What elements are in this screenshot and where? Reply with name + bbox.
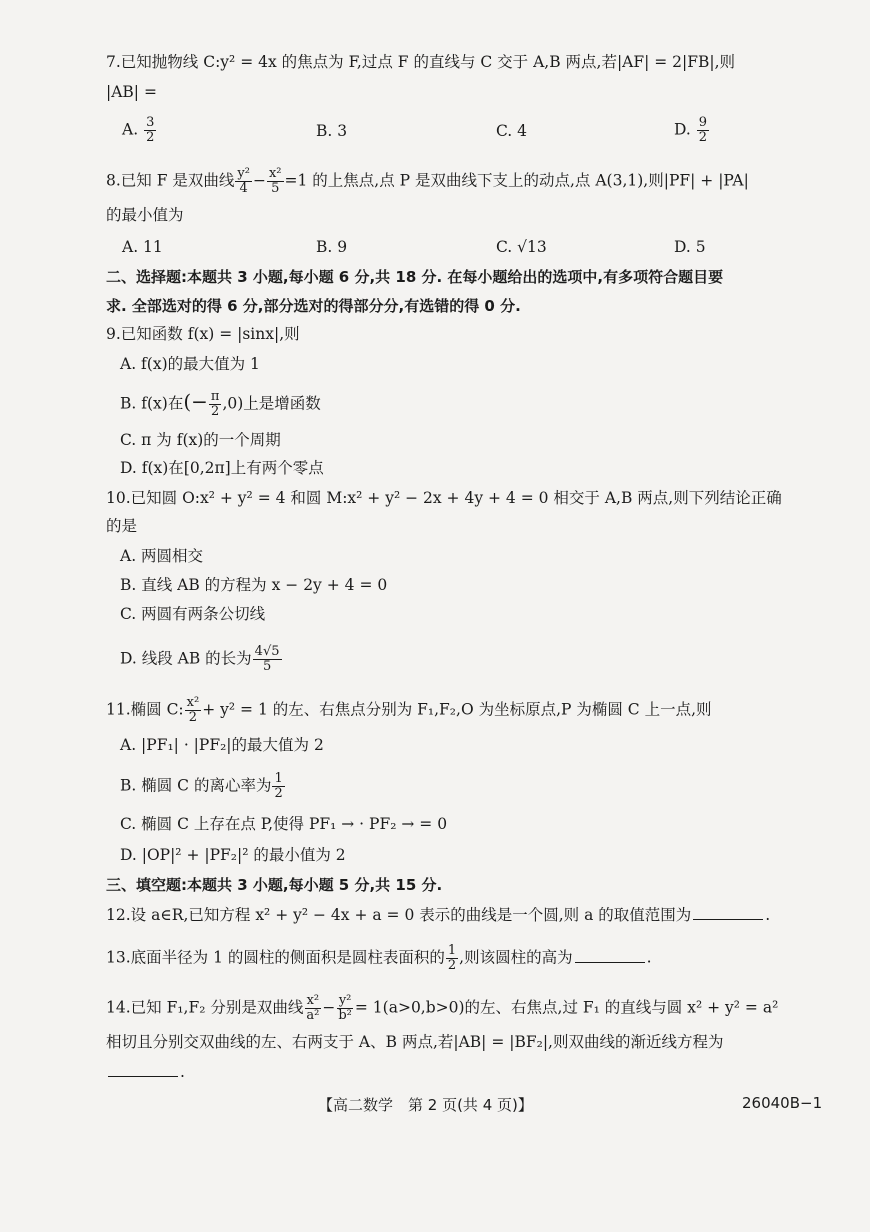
- q10-d-fraction: [253, 645, 282, 674]
- q9-option-a: A. f(x)的最大值为 1: [120, 355, 260, 373]
- q7-option-d-den: 2: [698, 130, 708, 145]
- q8-option-b: B. 9: [316, 238, 348, 256]
- section2-heading-line2: 求. 全部选对的得 6 分,部分选对的得部分分,有选错的得 0 分.: [106, 297, 521, 315]
- q9-option-b: [120, 390, 321, 419]
- q8-fraction-y: [235, 167, 252, 196]
- q11-num: x²: [186, 695, 200, 710]
- q14-answer-blank[interactable]: [108, 1062, 178, 1077]
- q10-d-den: 5: [262, 659, 272, 674]
- q7-option-a-den: 2: [146, 130, 155, 145]
- q13-end: .: [646, 948, 652, 967]
- q12-answer-blank[interactable]: [693, 905, 763, 920]
- q11-pre: 11.椭圆 C:: [106, 700, 184, 719]
- q11-post: + y² = 1 的左、右焦点分别为 F₁,F₂,O 为坐标原点,P 为椭圆 C 上一点,则: [202, 700, 712, 719]
- q10-stem-line1: 10.已知圆 O:x² + y² = 4 和圆 M:x² + y² − 2x + 4y + 4 = 0 相交于 A,B 两点,则下列结论正确: [106, 489, 782, 507]
- q8-option-d: D. 5: [674, 238, 706, 256]
- q14-n2: y²: [338, 993, 352, 1008]
- q12-stem: [106, 905, 770, 925]
- q10-d-pre: D. 线段 AB 的长为: [120, 649, 252, 668]
- footer-page-label: 【高二数学 第 2 页(共 4 页)】: [318, 1096, 533, 1114]
- q11-b-pre: B. 椭圆 C 的离心率为: [120, 776, 272, 795]
- q10-option-a: A. 两圆相交: [120, 547, 204, 565]
- q10-d-num: 4√5: [254, 644, 280, 659]
- q7-option-a-num: 3: [146, 115, 155, 130]
- q11-b-den: 2: [274, 786, 283, 801]
- q9-b-pre: B. f(x)在: [120, 394, 184, 413]
- q7-stem-line1: 7.已知抛物线 C:y² = 4x 的焦点为 F,过点 F 的直线与 C 交于 A,B 两点,若|AF| = 2|FB|,则: [106, 53, 736, 71]
- q8-fraction-x: [267, 167, 284, 196]
- q14-pre: 14.已知 F₁,F₂ 分别是双曲线: [106, 998, 304, 1017]
- q14-post: = 1(a>0,b>0)的左、右焦点,过 F₁ 的直线与圆 x² + y² = a²: [354, 998, 779, 1017]
- q13-den: 2: [447, 958, 457, 973]
- q14-d1: a²: [306, 1008, 320, 1023]
- q7-option-a-fraction: [144, 116, 156, 145]
- q7-option-a: [122, 116, 157, 145]
- q8-stem-line1: [106, 167, 749, 196]
- footer-exam-code: 26040B−1: [742, 1094, 823, 1112]
- q9-option-d: D. f(x)在[0,2π]上有两个零点: [120, 459, 324, 477]
- q11-option-c: C. 椭圆 C 上存在点 P,使得 PF₁ → · PF₂ → = 0: [120, 815, 448, 833]
- q14-d2: b²: [338, 1008, 352, 1023]
- q7-option-d-num: 9: [698, 115, 708, 130]
- q9-b-paren-open: (−: [183, 389, 208, 414]
- q8-post: =1 的上焦点,点 P 是双曲线下支上的动点,点 A(3,1),则|PF| + |PA|: [284, 171, 749, 190]
- q10-stem-line2: 的是: [106, 517, 138, 535]
- q14-minus: −: [322, 998, 336, 1017]
- q12-end: .: [765, 906, 771, 924]
- q14-fraction-y: [336, 994, 354, 1023]
- q7-option-d-label: D.: [674, 120, 691, 139]
- q11-b-num: 1: [274, 771, 283, 786]
- q7-option-b: B. 3: [316, 122, 348, 140]
- q9-stem: 9.已知函数 f(x) = |sinx|,则: [106, 325, 300, 343]
- q11-den: 2: [188, 710, 198, 725]
- q11-b-fraction: [272, 772, 284, 801]
- q7-option-c: C. 4: [496, 122, 528, 140]
- q8-frac1-den: 4: [239, 181, 248, 196]
- q10-option-c: C. 两圆有两条公切线: [120, 605, 266, 623]
- q13-fraction: [446, 944, 458, 973]
- q8-frac1-num: y²: [237, 166, 250, 181]
- q10-option-b: B. 直线 AB 的方程为 x − 2y + 4 = 0: [120, 576, 388, 594]
- q13-num: 1: [447, 943, 457, 958]
- q7-option-a-label: A.: [122, 120, 139, 139]
- q11-option-b: [120, 772, 286, 801]
- q11-fraction: [185, 696, 202, 725]
- q14-fraction-x: [304, 994, 321, 1023]
- q14-end: .: [180, 1063, 185, 1081]
- q8-frac2-den: 5: [271, 181, 280, 196]
- section2-heading-line1: 二、选择题:本题共 3 小题,每小题 6 分,共 18 分. 在每小题给出的选项中,有多项符合题目要: [106, 268, 724, 286]
- q8-minus: −: [252, 171, 266, 190]
- q13-post: ,则该圆柱的高为: [459, 948, 573, 967]
- section3-heading: 三、填空题:本题共 3 小题,每小题 5 分,共 15 分.: [106, 876, 443, 894]
- q11-option-a: A. |PF₁| · |PF₂|的最大值为 2: [120, 736, 324, 754]
- q9-b-paren-close: ,0): [222, 394, 244, 413]
- q9-option-c: C. π 为 f(x)的一个周期: [120, 431, 281, 449]
- q14-stem-line3: [106, 1062, 185, 1082]
- q7-stem-line2: |AB| =: [106, 83, 157, 101]
- q10-option-d: [120, 645, 283, 674]
- q11-option-d: D. |OP|² + |PF₂|² 的最小值为 2: [120, 846, 346, 864]
- q8-pre: 8.已知 F 是双曲线: [106, 171, 235, 190]
- q8-stem-line2: 的最小值为: [106, 206, 184, 224]
- q9-b-post: 上是增函数: [243, 394, 321, 413]
- q9-b-fraction: [209, 390, 222, 419]
- q9-b-den: 2: [211, 404, 220, 419]
- q8-option-a: A. 11: [122, 238, 163, 256]
- q8-frac2-num: x²: [268, 166, 282, 181]
- q14-stem-line2: 相切且分别交双曲线的左、右两支于 A、B 两点,若|AB| = |BF₂|,则双曲线的渐近线方程为: [106, 1033, 724, 1051]
- q14-n1: x²: [306, 993, 320, 1008]
- q9-b-num: π: [210, 389, 220, 404]
- q13-stem: [106, 944, 652, 973]
- q8-option-c: C. √13: [496, 238, 547, 256]
- q14-stem-line1: [106, 994, 778, 1023]
- q7-option-d: [674, 116, 710, 145]
- q7-option-d-fraction: [697, 116, 709, 145]
- q11-stem: [106, 696, 712, 725]
- q12-text: 12.设 a∈R,已知方程 x² + y² − 4x + a = 0 表示的曲线是一个圆,则 a 的取值范围为: [106, 906, 692, 924]
- q13-pre: 13.底面半径为 1 的圆柱的侧面积是圆柱表面积的: [106, 948, 445, 967]
- q13-answer-blank[interactable]: [575, 948, 645, 963]
